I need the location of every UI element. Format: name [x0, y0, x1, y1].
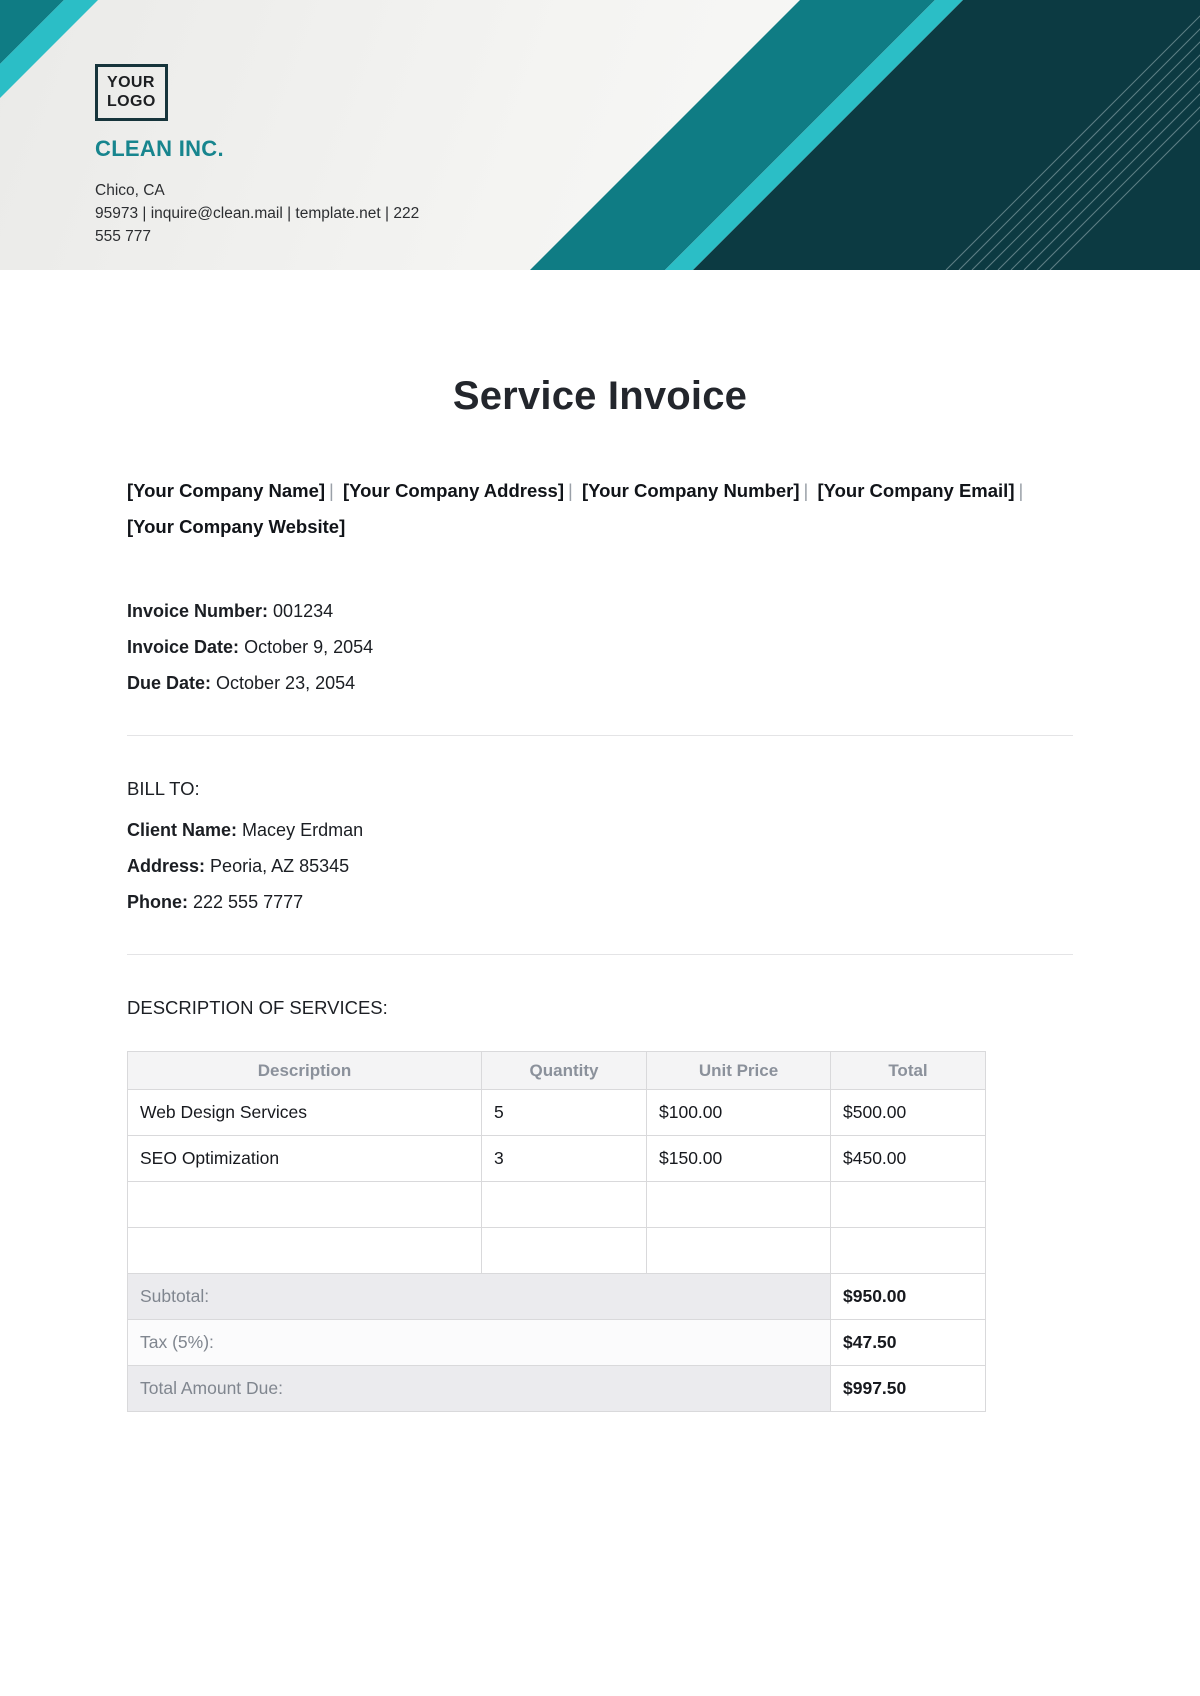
client-name-value: Macey Erdman: [242, 820, 364, 840]
invoice-meta: [127, 593, 1073, 701]
header-identity: [95, 64, 419, 249]
contact-line: Chico, CA: [95, 181, 165, 199]
tax-label: Tax (5%):: [128, 1320, 831, 1366]
cell-quantity: 5: [482, 1090, 647, 1136]
cell-unit-price: $150.00: [647, 1136, 831, 1182]
cell-description: [128, 1182, 482, 1228]
separator: |: [329, 480, 334, 501]
client-name-label: Client Name:: [127, 820, 238, 840]
services-table: [127, 1051, 986, 1412]
cell-unit-price: [647, 1182, 831, 1228]
cell-quantity: [482, 1228, 647, 1274]
bill-to-heading: BILL TO:: [127, 778, 200, 799]
cell-quantity: [482, 1182, 647, 1228]
cell-unit-price: $100.00: [647, 1090, 831, 1136]
client-name-line: [127, 812, 1073, 848]
separator: |: [568, 480, 573, 501]
invoice-number-line: [127, 593, 1073, 629]
invoice-number-label: Invoice Number:: [127, 601, 269, 621]
total-due-label: Total Amount Due:: [128, 1366, 831, 1412]
cell-description: SEO Optimization: [128, 1136, 482, 1182]
invoice-date-value: October 9, 2054: [244, 637, 374, 657]
cell-quantity: 3: [482, 1136, 647, 1182]
divider: [127, 954, 1073, 955]
client-phone-line: [127, 884, 1073, 920]
invoice-number-value: 001234: [273, 601, 334, 621]
services-heading: DESCRIPTION OF SERVICES:: [127, 997, 388, 1018]
cell-description: [128, 1228, 482, 1274]
divider: [127, 735, 1073, 736]
company-name-placeholder: [Your Company Name]: [127, 480, 326, 501]
table-row: [128, 1136, 986, 1182]
logo-text-line1: YOUR: [107, 74, 155, 91]
cell-total: $500.00: [831, 1090, 986, 1136]
column-header-total: Total: [831, 1052, 986, 1090]
cell-total: [831, 1228, 986, 1274]
contact-line: 555 777: [95, 228, 152, 246]
table-row-empty: [128, 1182, 986, 1228]
due-date-label: Due Date:: [127, 673, 212, 693]
client-address-value: Peoria, AZ 85345: [210, 856, 350, 876]
subtotal-label: Subtotal:: [128, 1274, 831, 1320]
summary-row-subtotal: [128, 1274, 986, 1320]
due-date-line: [127, 665, 1073, 701]
table-header-row: [128, 1052, 986, 1090]
company-number-placeholder: [Your Company Number]: [581, 480, 800, 501]
client-phone-value: 222 555 7777: [193, 892, 304, 912]
company-placeholder-line: [127, 473, 1073, 545]
client-address-line: [127, 848, 1073, 884]
invoice-date-line: [127, 629, 1073, 665]
logo-text-line2: LOGO: [107, 92, 156, 110]
column-header-unit-price: Unit Price: [647, 1052, 831, 1090]
tax-value: $47.50: [831, 1320, 986, 1366]
column-header-quantity: Quantity: [482, 1052, 647, 1090]
client-address-label: Address:: [127, 856, 206, 876]
table-row: [128, 1090, 986, 1136]
table-row-empty: [128, 1228, 986, 1274]
company-address-placeholder: [Your Company Address]: [343, 480, 564, 501]
separator: |: [803, 480, 809, 501]
column-header-description: Description: [128, 1052, 482, 1090]
bill-to-section: [127, 778, 1073, 920]
company-contact: [95, 179, 419, 249]
summary-row-total-due: [128, 1366, 986, 1412]
company-email-placeholder: [Your Company Email]: [817, 480, 1015, 501]
client-phone-label: Phone:: [127, 892, 188, 912]
header-banner: [0, 0, 1200, 270]
total-due-value: $997.50: [831, 1366, 986, 1412]
invoice-date-label: Invoice Date:: [127, 637, 240, 657]
page-title: Service Invoice: [452, 374, 748, 418]
company-website-placeholder: [Your Company Website]: [127, 516, 346, 537]
company-name: CLEAN INC.: [95, 135, 224, 161]
subtotal-value: $950.00: [831, 1274, 986, 1320]
separator: |: [1018, 480, 1024, 501]
contact-line: 95973 | inquire@clean.mail | template.net | 222: [95, 205, 420, 222]
company-logo: [95, 64, 168, 121]
services-section: [127, 997, 1073, 1412]
cell-total: [831, 1182, 986, 1228]
cell-total: $450.00: [831, 1136, 986, 1182]
cell-description: Web Design Services: [128, 1090, 482, 1136]
summary-row-tax: [128, 1320, 986, 1366]
invoice-body: [0, 374, 1200, 1412]
due-date-value: October 23, 2054: [216, 673, 356, 693]
cell-unit-price: [647, 1228, 831, 1274]
